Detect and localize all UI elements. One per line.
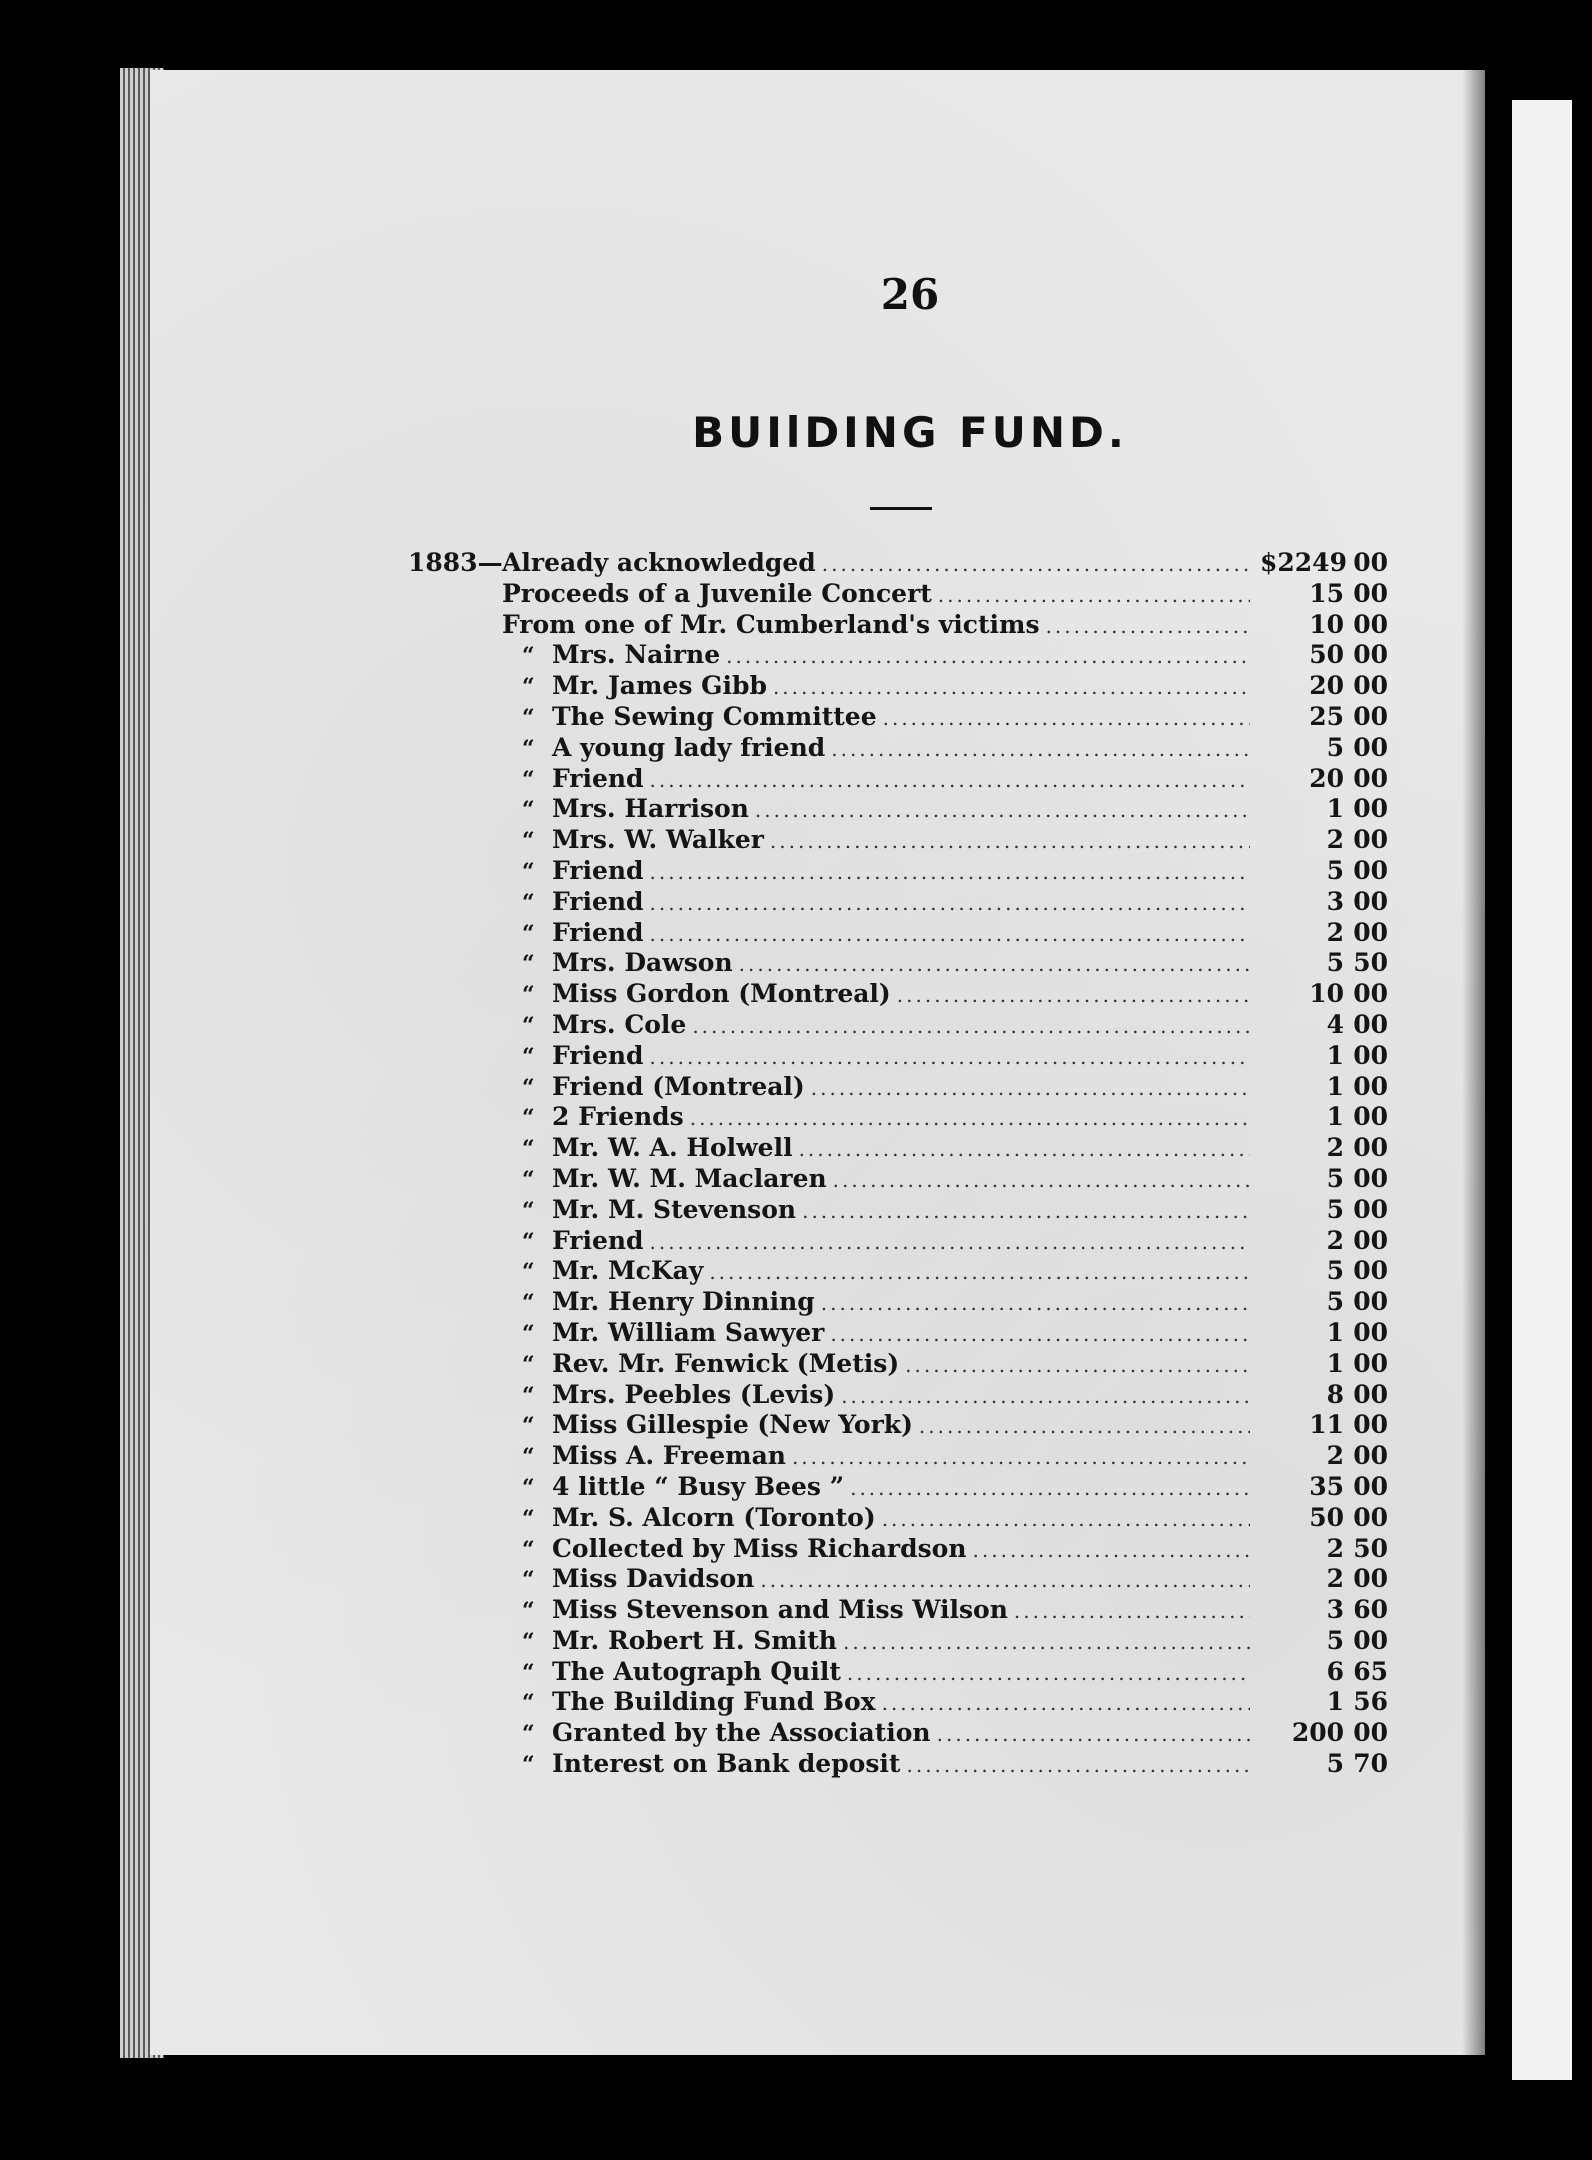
ditto-mark: “ <box>522 1043 535 1070</box>
entry-label: The Building Fund Box <box>552 1687 876 1717</box>
building-fund-ledger <box>408 548 1388 1780</box>
dot-leader <box>841 1381 1250 1412</box>
entry-amount <box>1256 1718 1388 1749</box>
ledger-row <box>408 1410 1388 1441</box>
ditto-mark: “ <box>522 1197 535 1224</box>
entry-cents: 00 <box>1353 1564 1388 1594</box>
entry-dollars: 2 <box>1326 1441 1344 1471</box>
ledger-row <box>408 1072 1388 1103</box>
entry-amount <box>1256 733 1388 764</box>
entry-amount <box>1256 1687 1388 1718</box>
entry-dollars: 10 <box>1309 609 1344 639</box>
ditto-mark: “ <box>522 858 535 885</box>
entry-label: Miss Gillespie (New York) <box>552 1410 913 1440</box>
entry-cents: 00 <box>1353 794 1388 824</box>
entry-label: Mr. Robert H. Smith <box>552 1625 837 1655</box>
dot-leader <box>938 580 1250 611</box>
entry-amount <box>1256 1441 1388 1472</box>
dot-leader <box>897 980 1250 1011</box>
ledger-year: 1883— <box>408 548 503 577</box>
entry-label: Mrs. Dawson <box>552 948 733 978</box>
entry-cents: 00 <box>1353 886 1388 916</box>
dot-leader <box>831 734 1250 765</box>
entry-amount <box>1256 1164 1388 1195</box>
dot-leader <box>739 949 1250 980</box>
entry-dollars: 1 <box>1326 1102 1344 1132</box>
entry-dollars: 2 <box>1326 1133 1344 1163</box>
entry-cents: 00 <box>1353 701 1388 731</box>
dot-leader <box>770 826 1250 857</box>
entry-label: Miss Stevenson and Miss Wilson <box>552 1595 1008 1625</box>
entry-amount <box>1256 1102 1388 1133</box>
entry-amount <box>1256 1287 1388 1318</box>
dot-leader <box>650 919 1250 950</box>
entry-label: Miss Davidson <box>552 1564 755 1594</box>
ditto-mark: “ <box>522 1259 535 1286</box>
entry-label: Friend <box>552 886 644 916</box>
entry-dollars: 2 <box>1326 917 1344 947</box>
entry-dollars: 3 <box>1326 1595 1344 1625</box>
dot-leader <box>650 1227 1250 1258</box>
ledger-row <box>408 856 1388 887</box>
entry-label: 4 little “ Busy Bees ” <box>552 1471 845 1501</box>
entry-label: Mrs. Harrison <box>552 794 749 824</box>
entry-amount <box>1256 1072 1388 1103</box>
entry-label: Mrs. W. Walker <box>552 825 764 855</box>
dot-leader <box>847 1658 1250 1689</box>
ledger-row <box>408 1349 1388 1380</box>
ledger-row <box>408 918 1388 949</box>
dot-leader <box>709 1257 1250 1288</box>
dot-leader <box>882 1504 1250 1535</box>
entry-label: Already acknowledged <box>502 548 816 577</box>
ditto-mark: “ <box>522 1320 535 1347</box>
entry-dollars: 1 <box>1326 1071 1344 1101</box>
ledger-row <box>408 1256 1388 1287</box>
dot-leader <box>773 672 1250 703</box>
entry-label: Collected by Miss Richardson <box>552 1533 967 1563</box>
entry-label: Granted by the Association <box>552 1718 931 1748</box>
entry-cents: 00 <box>1353 548 1388 577</box>
entry-amount <box>1256 1349 1388 1380</box>
ledger-row <box>408 825 1388 856</box>
entry-label: Miss A. Freeman <box>552 1441 786 1471</box>
entry-label: Friend (Montreal) <box>552 1071 805 1101</box>
page-number: 26 <box>880 270 940 319</box>
entry-label: A young lady friend <box>552 732 826 762</box>
entry-cents: 00 <box>1353 1441 1388 1471</box>
entry-dollars: 5 <box>1326 1749 1344 1779</box>
ledger-row <box>408 1041 1388 1072</box>
entry-cents: 00 <box>1353 1071 1388 1101</box>
ditto-mark: “ <box>522 1505 535 1532</box>
dot-leader <box>692 1011 1250 1042</box>
entry-dollars: 5 <box>1326 1256 1344 1286</box>
ditto-mark: “ <box>522 1290 535 1317</box>
entry-dollars: 4 <box>1326 1009 1344 1039</box>
ditto-mark: “ <box>522 951 535 978</box>
entry-cents: 00 <box>1353 640 1388 670</box>
entry-cents: 00 <box>1353 763 1388 793</box>
ledger-row <box>408 548 1388 579</box>
entry-dollars: 1 <box>1326 1348 1344 1378</box>
ledger-row <box>408 610 1388 641</box>
entry-dollars: 15 <box>1309 578 1344 608</box>
entry-dollars: 5 <box>1326 1194 1344 1224</box>
ditto-mark: “ <box>522 1598 535 1625</box>
entry-dollars: 2 <box>1326 1225 1344 1255</box>
entry-cents: 00 <box>1353 1317 1388 1347</box>
ditto-mark: “ <box>522 1444 535 1471</box>
entry-amount <box>1256 764 1388 795</box>
dot-leader <box>937 1719 1250 1750</box>
entry-amount <box>1256 1226 1388 1257</box>
entry-dollars: 2 <box>1326 1533 1344 1563</box>
dot-leader <box>843 1627 1250 1658</box>
entry-cents: 00 <box>1353 732 1388 762</box>
ditto-mark: “ <box>522 1105 535 1132</box>
ditto-mark: “ <box>522 1752 535 1779</box>
entry-dollars: 10 <box>1309 979 1344 1009</box>
entry-amount <box>1256 671 1388 702</box>
dot-leader <box>760 1565 1250 1596</box>
entry-dollars: $2249 <box>1260 548 1347 577</box>
entry-cents: 65 <box>1353 1656 1388 1686</box>
dot-leader <box>755 795 1250 826</box>
entry-dollars: 5 <box>1326 1287 1344 1317</box>
ledger-row <box>408 1564 1388 1595</box>
ledger-row <box>408 1626 1388 1657</box>
entry-cents: 00 <box>1353 1625 1388 1655</box>
entry-dollars: 1 <box>1326 1040 1344 1070</box>
entry-label: 2 Friends <box>552 1102 684 1132</box>
dot-leader <box>792 1442 1250 1473</box>
entry-dollars: 1 <box>1326 1687 1344 1717</box>
entry-cents: 00 <box>1353 1379 1388 1409</box>
ledger-row <box>408 1503 1388 1534</box>
ditto-mark: “ <box>522 1351 535 1378</box>
ledger-row <box>408 887 1388 918</box>
entry-amount <box>1256 979 1388 1010</box>
ledger-row <box>408 733 1388 764</box>
entry-amount <box>1256 948 1388 979</box>
page-title: BUIlDING FUND. <box>692 408 1128 457</box>
entry-cents: 00 <box>1353 609 1388 639</box>
ditto-mark: “ <box>522 766 535 793</box>
ditto-mark: “ <box>522 735 535 762</box>
ditto-mark: “ <box>522 1166 535 1193</box>
entry-cents: 00 <box>1353 1194 1388 1224</box>
entry-amount <box>1256 1318 1388 1349</box>
entry-amount <box>1256 1657 1388 1688</box>
entry-label: Mr. W. M. Maclaren <box>552 1163 827 1193</box>
ditto-mark: “ <box>522 704 535 731</box>
ledger-row <box>408 1010 1388 1041</box>
entry-amount <box>1256 1041 1388 1072</box>
ledger-row <box>408 1226 1388 1257</box>
entry-amount <box>1256 1503 1388 1534</box>
entry-cents: 00 <box>1353 1410 1388 1440</box>
entry-cents: 00 <box>1353 1009 1388 1039</box>
dot-leader <box>973 1535 1250 1566</box>
entry-cents: 00 <box>1353 825 1388 855</box>
ditto-mark: “ <box>522 1721 535 1748</box>
entry-amount <box>1256 1133 1388 1164</box>
entry-label: Mr. William Sawyer <box>552 1317 825 1347</box>
dot-leader <box>833 1165 1250 1196</box>
dot-leader <box>802 1196 1250 1227</box>
entry-dollars: 5 <box>1326 948 1344 978</box>
ledger-row <box>408 794 1388 825</box>
adjacent-page-edge <box>1512 100 1572 2080</box>
entry-label: Friend <box>552 1040 644 1070</box>
entry-dollars: 6 <box>1326 1656 1344 1686</box>
ditto-mark: “ <box>522 1690 535 1717</box>
entry-label: Proceeds of a Juvenile Concert <box>502 578 932 608</box>
ditto-mark: “ <box>522 797 535 824</box>
ditto-mark: “ <box>522 1382 535 1409</box>
dot-leader <box>726 641 1250 672</box>
entry-dollars: 50 <box>1309 640 1344 670</box>
ledger-row <box>408 671 1388 702</box>
entry-cents: 00 <box>1353 1163 1388 1193</box>
dot-leader <box>830 1319 1250 1350</box>
entry-amount <box>1256 1472 1388 1503</box>
ditto-mark: “ <box>522 1567 535 1594</box>
entry-amount <box>1256 1534 1388 1565</box>
ledger-row <box>408 1318 1388 1349</box>
ledger-row <box>408 1164 1388 1195</box>
ledger-row <box>408 1472 1388 1503</box>
entry-dollars: 5 <box>1326 855 1344 885</box>
dot-leader <box>1046 611 1250 642</box>
entry-dollars: 3 <box>1326 886 1344 916</box>
entry-label: Mr. James Gibb <box>552 671 767 701</box>
ditto-mark: “ <box>522 1413 535 1440</box>
ledger-row <box>408 979 1388 1010</box>
ledger-row <box>408 948 1388 979</box>
ledger-row <box>408 1534 1388 1565</box>
entry-label: Mrs. Cole <box>552 1009 687 1039</box>
ledger-row <box>408 640 1388 671</box>
dot-leader <box>650 1042 1250 1073</box>
entry-cents: 00 <box>1353 1348 1388 1378</box>
entry-label: The Sewing Committee <box>552 701 877 731</box>
ledger-row <box>408 1657 1388 1688</box>
dot-leader <box>882 1688 1250 1719</box>
entry-dollars: 20 <box>1309 763 1344 793</box>
entry-cents: 50 <box>1353 1533 1388 1563</box>
entry-amount <box>1256 887 1388 918</box>
entry-label: Mr. M. Stevenson <box>552 1194 797 1224</box>
entry-cents: 60 <box>1353 1595 1388 1625</box>
entry-label: Interest on Bank deposit <box>552 1749 901 1779</box>
entry-label: From one of Mr. Cumberland's victims <box>502 609 1040 639</box>
entry-amount <box>1256 1749 1388 1780</box>
entry-label: Mr. Henry Dinning <box>552 1287 815 1317</box>
entry-dollars: 25 <box>1309 701 1344 731</box>
entry-amount <box>1256 548 1388 579</box>
entry-label: Mr. McKay <box>552 1256 704 1286</box>
entry-dollars: 200 <box>1291 1718 1344 1748</box>
entry-amount <box>1256 1380 1388 1411</box>
entry-cents: 70 <box>1353 1749 1388 1779</box>
ledger-row <box>408 1380 1388 1411</box>
ledger-row <box>408 1102 1388 1133</box>
entry-dollars: 5 <box>1326 1625 1344 1655</box>
entry-amount <box>1256 640 1388 671</box>
entry-amount <box>1256 856 1388 887</box>
entry-amount <box>1256 1256 1388 1287</box>
entry-label: Mr. S. Alcorn (Toronto) <box>552 1502 876 1532</box>
entry-cents: 00 <box>1353 671 1388 701</box>
entry-dollars: 5 <box>1326 732 1344 762</box>
entry-amount <box>1256 1010 1388 1041</box>
ditto-mark: “ <box>522 1474 535 1501</box>
entry-dollars: 5 <box>1326 1163 1344 1193</box>
page-gutter-shadow <box>1462 70 1490 2055</box>
ditto-mark: “ <box>522 1074 535 1101</box>
dot-leader <box>919 1411 1250 1442</box>
dot-leader <box>1014 1596 1250 1627</box>
entry-dollars: 35 <box>1309 1471 1344 1501</box>
dot-leader <box>906 1750 1250 1781</box>
entry-cents: 00 <box>1353 1133 1388 1163</box>
entry-label: Friend <box>552 855 644 885</box>
ledger-row <box>408 702 1388 733</box>
ditto-mark: “ <box>522 1536 535 1563</box>
entry-cents: 00 <box>1353 1718 1388 1748</box>
ledger-row <box>408 1441 1388 1472</box>
entry-label: Mrs. Peebles (Levis) <box>552 1379 836 1409</box>
entry-cents: 00 <box>1353 578 1388 608</box>
title-rule <box>870 507 932 510</box>
entry-label: The Autograph Quilt <box>552 1656 841 1686</box>
entry-cents: 00 <box>1353 855 1388 885</box>
entry-amount <box>1256 1195 1388 1226</box>
ditto-mark: “ <box>522 1012 535 1039</box>
dot-leader <box>883 703 1250 734</box>
entry-cents: 56 <box>1353 1687 1388 1717</box>
entry-amount <box>1256 794 1388 825</box>
entry-dollars: 8 <box>1326 1379 1344 1409</box>
entry-dollars: 2 <box>1326 1564 1344 1594</box>
entry-cents: 00 <box>1353 1502 1388 1532</box>
ditto-mark: “ <box>522 828 535 855</box>
entry-amount <box>1256 1595 1388 1626</box>
entry-dollars: 1 <box>1326 1317 1344 1347</box>
entry-dollars: 20 <box>1309 671 1344 701</box>
entry-cents: 00 <box>1353 1287 1388 1317</box>
entry-amount <box>1256 918 1388 949</box>
entry-amount <box>1256 610 1388 641</box>
dot-leader <box>650 857 1250 888</box>
ditto-mark: “ <box>522 889 535 916</box>
dot-leader <box>850 1473 1250 1504</box>
entry-cents: 00 <box>1353 1040 1388 1070</box>
entry-dollars: 2 <box>1326 825 1344 855</box>
ledger-row <box>408 579 1388 610</box>
ledger-row <box>408 1195 1388 1226</box>
ledger-row <box>408 1718 1388 1749</box>
entry-dollars: 50 <box>1309 1502 1344 1532</box>
ditto-mark: “ <box>522 1628 535 1655</box>
entry-cents: 00 <box>1353 1256 1388 1286</box>
entry-dollars: 11 <box>1309 1410 1344 1440</box>
dot-leader <box>690 1103 1250 1134</box>
ditto-mark: “ <box>522 920 535 947</box>
dot-leader <box>799 1134 1250 1165</box>
entry-label: Mrs. Nairne <box>552 640 721 670</box>
entry-cents: 00 <box>1353 1102 1388 1132</box>
ditto-mark: “ <box>522 674 535 701</box>
ditto-mark: “ <box>522 1228 535 1255</box>
entry-amount <box>1256 702 1388 733</box>
entry-label: Mr. W. A. Holwell <box>552 1133 793 1163</box>
dot-leader <box>811 1073 1250 1104</box>
ledger-row <box>408 1749 1388 1780</box>
ledger-row <box>408 1595 1388 1626</box>
dot-leader <box>822 549 1250 580</box>
ledger-row <box>408 1687 1388 1718</box>
entry-label: Rev. Mr. Fenwick (Metis) <box>552 1348 900 1378</box>
entry-amount <box>1256 579 1388 610</box>
entry-amount <box>1256 1626 1388 1657</box>
ledger-row <box>408 1287 1388 1318</box>
ditto-mark: “ <box>522 1659 535 1686</box>
entry-cents: 00 <box>1353 917 1388 947</box>
ditto-mark: “ <box>522 643 535 670</box>
entry-label: Friend <box>552 1225 644 1255</box>
dot-leader <box>821 1288 1250 1319</box>
entry-label: Miss Gordon (Montreal) <box>552 979 891 1009</box>
entry-label: Friend <box>552 917 644 947</box>
entry-amount <box>1256 1410 1388 1441</box>
entry-amount <box>1256 1564 1388 1595</box>
entry-cents: 00 <box>1353 1225 1388 1255</box>
entry-label: Friend <box>552 763 644 793</box>
dot-leader <box>905 1350 1250 1381</box>
entry-cents: 00 <box>1353 1471 1388 1501</box>
ditto-mark: “ <box>522 1136 535 1163</box>
dot-leader <box>650 888 1250 919</box>
ledger-row <box>408 1133 1388 1164</box>
ledger-row <box>408 764 1388 795</box>
ditto-mark: “ <box>522 982 535 1009</box>
entry-cents: 00 <box>1353 979 1388 1009</box>
entry-amount <box>1256 825 1388 856</box>
entry-cents: 50 <box>1353 948 1388 978</box>
dot-leader <box>650 765 1250 796</box>
entry-dollars: 1 <box>1326 794 1344 824</box>
